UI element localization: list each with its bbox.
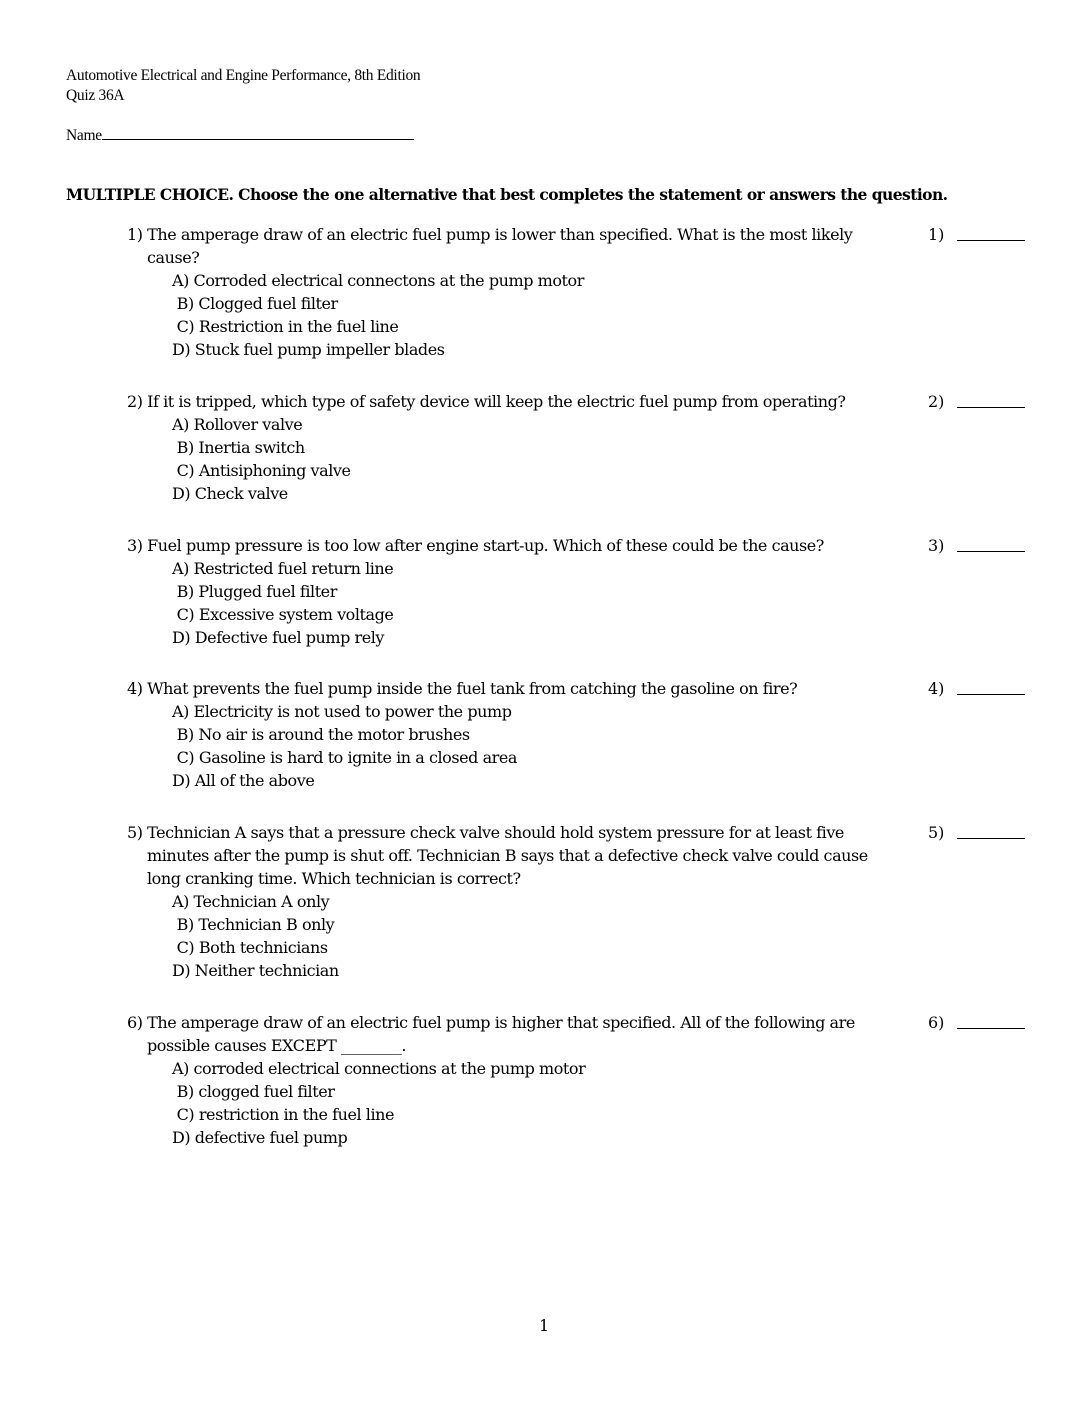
question-stem-line: 4) What prevents the fuel pump inside the fuel tank from catching the gasoline on fire? (127, 679, 798, 698)
answer-blank-2[interactable] (928, 390, 1038, 413)
answer-option[interactable]: B) clogged fuel filter (172, 1082, 335, 1101)
answer-line[interactable] (957, 694, 1025, 695)
answer-number: 6) (928, 1013, 945, 1032)
question-3 (127, 534, 927, 649)
answer-line[interactable] (957, 1028, 1025, 1029)
question-1 (127, 223, 927, 361)
answer-option[interactable]: D) defective fuel pump (172, 1128, 348, 1147)
answer-option[interactable]: B) No air is around the motor brushes (172, 725, 470, 744)
answer-option[interactable]: C) Both technicians (172, 938, 328, 957)
answer-blank-4[interactable] (928, 677, 1038, 700)
answer-blank-5[interactable] (928, 821, 1038, 844)
question-5 (127, 821, 927, 982)
name-blank-line[interactable] (102, 125, 414, 140)
answer-blank-3[interactable] (928, 534, 1038, 557)
question-stem-line: possible causes EXCEPT ________. (147, 1036, 407, 1055)
answer-option[interactable]: C) restriction in the fuel line (172, 1105, 395, 1124)
answer-option[interactable]: C) Excessive system voltage (172, 605, 394, 624)
answer-option[interactable]: D) Check valve (172, 484, 288, 503)
answer-number: 3) (928, 536, 945, 555)
question-stem-line: 2) If it is tripped, which type of safety device will keep the electric fuel pump from operating? (127, 392, 846, 411)
answer-blank-6[interactable] (928, 1011, 1038, 1034)
answer-option[interactable]: C) Antisiphoning valve (172, 461, 351, 480)
question-stem-line: 6) The amperage draw of an electric fuel pump is higher that specified. All of the following are (127, 1013, 855, 1032)
answer-line[interactable] (957, 838, 1025, 839)
answer-option[interactable]: A) Electricity is not used to power the pump (172, 702, 512, 721)
page-number: 1 (539, 1316, 550, 1335)
answer-blank-1[interactable] (928, 223, 1038, 246)
answer-option[interactable]: D) All of the above (172, 771, 315, 790)
question-6 (127, 1011, 927, 1149)
quiz-label: Quiz 36A (66, 87, 125, 104)
question-stem-line: minutes after the pump is shut off. Technician B says that a defective check valve could cause (147, 846, 868, 865)
question-stem-line: 1) The amperage draw of an electric fuel pump is lower than specified. What is the most likely (127, 225, 853, 244)
answer-option[interactable]: B) Technician B only (172, 915, 335, 934)
answer-option[interactable]: B) Clogged fuel filter (172, 294, 338, 313)
answer-option[interactable]: A) Rollover valve (172, 415, 303, 434)
answer-option[interactable]: B) Inertia switch (172, 438, 305, 457)
answer-line[interactable] (957, 407, 1025, 408)
answer-option[interactable]: D) Defective fuel pump rely (172, 628, 385, 647)
answer-option[interactable]: C) Restriction in the fuel line (172, 317, 399, 336)
answer-number: 4) (928, 679, 945, 698)
question-stem-line: 5) Technician A says that a pressure check valve should hold system pressure for at least five (127, 823, 844, 842)
answer-option[interactable]: A) corroded electrical connections at the pump motor (172, 1059, 586, 1078)
answer-option[interactable]: D) Stuck fuel pump impeller blades (172, 340, 445, 359)
question-2 (127, 390, 927, 505)
answer-option[interactable]: A) Restricted fuel return line (172, 559, 394, 578)
answer-option[interactable]: D) Neither technician (172, 961, 339, 980)
answer-line[interactable] (957, 551, 1025, 552)
question-4 (127, 677, 927, 792)
answer-option[interactable]: A) Technician A only (172, 892, 330, 911)
question-stem-line: cause? (147, 248, 200, 267)
answer-number: 2) (928, 392, 945, 411)
question-stem-line: 3) Fuel pump pressure is too low after engine start-up. Which of these could be the cause? (127, 536, 824, 555)
answer-number: 1) (928, 225, 945, 244)
name-label: Name (66, 127, 102, 144)
document-title: Automotive Electrical and Engine Performance, 8th Edition (66, 67, 421, 84)
answer-line[interactable] (957, 240, 1025, 241)
question-stem-line: long cranking time. Which technician is correct? (147, 869, 521, 888)
name-field[interactable] (66, 125, 414, 145)
answer-option[interactable]: B) Plugged fuel filter (172, 582, 337, 601)
answer-option[interactable]: A) Corroded electrical connectons at the pump motor (172, 271, 584, 290)
instructions: MULTIPLE CHOICE. Choose the one alternative that best completes the statement or answers the question. (66, 185, 948, 204)
answer-number: 5) (928, 823, 945, 842)
answer-option[interactable]: C) Gasoline is hard to ignite in a closed area (172, 748, 517, 767)
